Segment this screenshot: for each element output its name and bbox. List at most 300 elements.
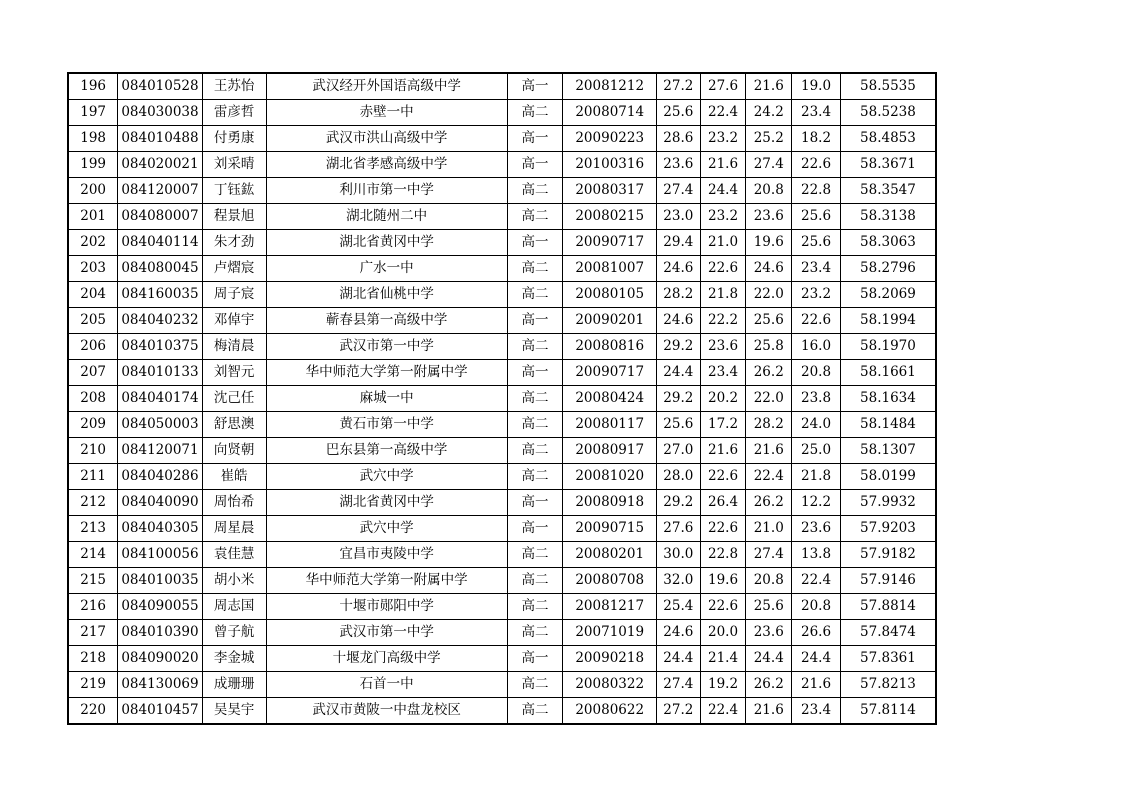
grade-cell: 高二 [507,386,563,412]
score-4-cell: 26.6 [792,620,841,646]
score-4-cell: 23.4 [792,100,841,126]
grade-cell: 高一 [507,646,563,672]
name-cell: 曾子航 [202,620,266,646]
grade-cell: 高二 [507,204,563,230]
table-row [68,256,936,282]
exam-id-cell: 084030038 [118,100,202,126]
score-4-cell: 16.0 [792,334,841,360]
score-4-cell: 18.2 [792,126,841,152]
birthdate-cell: 20100316 [563,152,657,178]
score-4-cell: 22.8 [792,178,841,204]
exam-id-cell: 084040174 [118,386,202,412]
score-1-cell: 28.0 [656,464,700,490]
name-cell: 邓倬宇 [202,308,266,334]
score-3-cell: 20.8 [746,178,792,204]
birthdate-cell: 20090201 [563,308,657,334]
table-row [68,594,936,620]
grade-cell: 高一 [507,126,563,152]
school-cell: 武汉市洪山高级中学 [266,126,507,152]
score-4-cell: 22.6 [792,152,841,178]
name-cell: 刘采晴 [202,152,266,178]
rank-cell: 218 [68,646,118,672]
school-cell: 武穴中学 [266,516,507,542]
table-row [68,672,936,698]
grade-cell: 高二 [507,698,563,725]
score-1-cell: 27.6 [656,516,700,542]
exam-id-cell: 084050003 [118,412,202,438]
score-4-cell: 25.6 [792,230,841,256]
school-cell: 湖北省仙桃中学 [266,282,507,308]
name-cell: 崔皓 [202,464,266,490]
birthdate-cell: 20071019 [563,620,657,646]
score-3-cell: 26.2 [746,360,792,386]
score-1-cell: 24.4 [656,646,700,672]
table-row [68,152,936,178]
school-cell: 湖北省孝感高级中学 [266,152,507,178]
name-cell: 周志国 [202,594,266,620]
birthdate-cell: 20081217 [563,594,657,620]
score-2-cell: 21.6 [700,438,746,464]
score-1-cell: 30.0 [656,542,700,568]
rank-cell: 206 [68,334,118,360]
table-row [68,360,936,386]
score-2-cell: 22.4 [700,698,746,725]
birthdate-cell: 20080317 [563,178,657,204]
total-score-cell: 58.3671 [840,152,936,178]
grade-cell: 高一 [507,308,563,334]
school-cell: 麻城一中 [266,386,507,412]
total-score-cell: 58.0199 [840,464,936,490]
total-score-cell: 57.8213 [840,672,936,698]
score-3-cell: 19.6 [746,230,792,256]
rank-cell: 204 [68,282,118,308]
score-1-cell: 27.4 [656,672,700,698]
grade-cell: 高二 [507,464,563,490]
total-score-cell: 58.1994 [840,308,936,334]
score-4-cell: 12.2 [792,490,841,516]
score-3-cell: 22.0 [746,386,792,412]
school-cell: 武汉市黄陂一中盘龙校区 [266,698,507,725]
exam-id-cell: 084100056 [118,542,202,568]
exam-id-cell: 084080007 [118,204,202,230]
score-2-cell: 19.6 [700,568,746,594]
name-cell: 成珊珊 [202,672,266,698]
birthdate-cell: 20080917 [563,438,657,464]
exam-id-cell: 084160035 [118,282,202,308]
rank-cell: 210 [68,438,118,464]
rank-cell: 207 [68,360,118,386]
school-cell: 黄石市第一中学 [266,412,507,438]
score-3-cell: 22.0 [746,282,792,308]
name-cell: 沈己任 [202,386,266,412]
school-cell: 赤壁一中 [266,100,507,126]
table-row [68,282,936,308]
rank-cell: 220 [68,698,118,725]
table-row [68,646,936,672]
score-2-cell: 22.4 [700,100,746,126]
score-3-cell: 25.8 [746,334,792,360]
birthdate-cell: 20090717 [563,360,657,386]
name-cell: 周星晨 [202,516,266,542]
grade-cell: 高二 [507,412,563,438]
rank-cell: 197 [68,100,118,126]
score-3-cell: 25.6 [746,308,792,334]
exam-id-cell: 084010133 [118,360,202,386]
school-cell: 武汉市第一中学 [266,334,507,360]
school-cell: 石首一中 [266,672,507,698]
birthdate-cell: 20080622 [563,698,657,725]
score-4-cell: 19.0 [792,73,841,100]
name-cell: 周怡希 [202,490,266,516]
score-4-cell: 13.8 [792,542,841,568]
score-1-cell: 28.6 [656,126,700,152]
table-row [68,412,936,438]
name-cell: 吴昊宇 [202,698,266,725]
rank-cell: 201 [68,204,118,230]
score-2-cell: 27.6 [700,73,746,100]
score-4-cell: 24.0 [792,412,841,438]
total-score-cell: 57.8114 [840,698,936,725]
score-1-cell: 24.6 [656,620,700,646]
birthdate-cell: 20090715 [563,516,657,542]
score-4-cell: 20.8 [792,594,841,620]
results-table [67,72,937,725]
score-3-cell: 24.2 [746,100,792,126]
rank-cell: 202 [68,230,118,256]
name-cell: 付勇康 [202,126,266,152]
grade-cell: 高二 [507,620,563,646]
birthdate-cell: 20080918 [563,490,657,516]
score-2-cell: 23.6 [700,334,746,360]
total-score-cell: 57.9203 [840,516,936,542]
score-1-cell: 27.0 [656,438,700,464]
score-1-cell: 23.6 [656,152,700,178]
school-cell: 十堰市郧阳中学 [266,594,507,620]
rank-cell: 217 [68,620,118,646]
birthdate-cell: 20081007 [563,256,657,282]
score-4-cell: 23.6 [792,516,841,542]
score-1-cell: 25.6 [656,412,700,438]
table-row [68,386,936,412]
table-row [68,516,936,542]
score-2-cell: 21.6 [700,152,746,178]
rank-cell: 198 [68,126,118,152]
school-cell: 利川市第一中学 [266,178,507,204]
total-score-cell: 58.1970 [840,334,936,360]
name-cell: 李金城 [202,646,266,672]
score-4-cell: 25.6 [792,204,841,230]
exam-id-cell: 084040114 [118,230,202,256]
table-row [68,178,936,204]
school-cell: 湖北省黄冈中学 [266,490,507,516]
score-3-cell: 25.6 [746,594,792,620]
table-row [68,308,936,334]
rank-cell: 216 [68,594,118,620]
rank-cell: 214 [68,542,118,568]
name-cell: 丁钰鈜 [202,178,266,204]
name-cell: 卢熠宸 [202,256,266,282]
school-cell: 宜昌市夷陵中学 [266,542,507,568]
total-score-cell: 58.1484 [840,412,936,438]
score-1-cell: 25.4 [656,594,700,620]
birthdate-cell: 20090717 [563,230,657,256]
exam-id-cell: 084040232 [118,308,202,334]
exam-id-cell: 084090055 [118,594,202,620]
score-2-cell: 26.4 [700,490,746,516]
score-2-cell: 22.6 [700,594,746,620]
grade-cell: 高二 [507,178,563,204]
total-score-cell: 57.8814 [840,594,936,620]
score-4-cell: 24.4 [792,646,841,672]
score-2-cell: 20.0 [700,620,746,646]
score-3-cell: 26.2 [746,672,792,698]
total-score-cell: 58.5238 [840,100,936,126]
rank-cell: 212 [68,490,118,516]
birthdate-cell: 20080714 [563,100,657,126]
rank-cell: 211 [68,464,118,490]
score-1-cell: 27.4 [656,178,700,204]
score-3-cell: 25.2 [746,126,792,152]
grade-cell: 高一 [507,152,563,178]
score-2-cell: 22.6 [700,256,746,282]
school-cell: 华中师范大学第一附属中学 [266,360,507,386]
table-row [68,490,936,516]
school-cell: 华中师范大学第一附属中学 [266,568,507,594]
table-row [68,698,936,725]
name-cell: 程景旭 [202,204,266,230]
exam-id-cell: 084020021 [118,152,202,178]
score-2-cell: 21.8 [700,282,746,308]
score-1-cell: 28.2 [656,282,700,308]
table-row [68,620,936,646]
exam-id-cell: 084010488 [118,126,202,152]
birthdate-cell: 20080816 [563,334,657,360]
school-cell: 武汉经开外国语高级中学 [266,73,507,100]
exam-id-cell: 084040305 [118,516,202,542]
score-1-cell: 23.0 [656,204,700,230]
table-row [68,126,936,152]
score-2-cell: 20.2 [700,386,746,412]
score-2-cell: 19.2 [700,672,746,698]
score-4-cell: 21.6 [792,672,841,698]
score-4-cell: 23.8 [792,386,841,412]
name-cell: 刘智元 [202,360,266,386]
score-2-cell: 22.6 [700,464,746,490]
school-cell: 巴东县第一高级中学 [266,438,507,464]
score-4-cell: 23.2 [792,282,841,308]
score-4-cell: 21.8 [792,464,841,490]
school-cell: 武汉市第一中学 [266,620,507,646]
birthdate-cell: 20080105 [563,282,657,308]
rank-cell: 209 [68,412,118,438]
total-score-cell: 58.3138 [840,204,936,230]
grade-cell: 高一 [507,490,563,516]
total-score-cell: 57.9182 [840,542,936,568]
score-3-cell: 22.4 [746,464,792,490]
grade-cell: 高二 [507,282,563,308]
score-1-cell: 27.2 [656,698,700,725]
score-3-cell: 21.6 [746,698,792,725]
grade-cell: 高二 [507,334,563,360]
rank-cell: 213 [68,516,118,542]
score-2-cell: 23.2 [700,126,746,152]
score-2-cell: 22.8 [700,542,746,568]
table-row [68,542,936,568]
score-1-cell: 25.6 [656,100,700,126]
score-1-cell: 27.2 [656,73,700,100]
score-1-cell: 29.2 [656,386,700,412]
exam-id-cell: 084010375 [118,334,202,360]
score-2-cell: 22.6 [700,516,746,542]
score-1-cell: 29.2 [656,490,700,516]
name-cell: 向贤朝 [202,438,266,464]
score-1-cell: 32.0 [656,568,700,594]
total-score-cell: 58.1661 [840,360,936,386]
grade-cell: 高二 [507,672,563,698]
table-row [68,464,936,490]
score-3-cell: 24.4 [746,646,792,672]
exam-id-cell: 084120007 [118,178,202,204]
rank-cell: 208 [68,386,118,412]
total-score-cell: 57.9932 [840,490,936,516]
table-row [68,204,936,230]
birthdate-cell: 20080117 [563,412,657,438]
table-row [68,73,936,100]
grade-cell: 高二 [507,256,563,282]
score-1-cell: 24.6 [656,256,700,282]
total-score-cell: 58.4853 [840,126,936,152]
score-2-cell: 24.4 [700,178,746,204]
birthdate-cell: 20080215 [563,204,657,230]
rank-cell: 200 [68,178,118,204]
exam-id-cell: 084010035 [118,568,202,594]
score-2-cell: 21.4 [700,646,746,672]
exam-id-cell: 084120071 [118,438,202,464]
grade-cell: 高一 [507,73,563,100]
school-cell: 武穴中学 [266,464,507,490]
total-score-cell: 57.8361 [840,646,936,672]
exam-id-cell: 084040286 [118,464,202,490]
score-4-cell: 22.4 [792,568,841,594]
score-2-cell: 22.2 [700,308,746,334]
exam-id-cell: 084090020 [118,646,202,672]
birthdate-cell: 20080201 [563,542,657,568]
score-2-cell: 23.4 [700,360,746,386]
score-1-cell: 29.4 [656,230,700,256]
name-cell: 梅清晨 [202,334,266,360]
grade-cell: 高二 [507,542,563,568]
table-row [68,438,936,464]
school-cell: 十堰龙门高级中学 [266,646,507,672]
rank-cell: 203 [68,256,118,282]
name-cell: 朱才劲 [202,230,266,256]
grade-cell: 高一 [507,360,563,386]
birthdate-cell: 20081020 [563,464,657,490]
name-cell: 舒思澳 [202,412,266,438]
score-4-cell: 23.4 [792,256,841,282]
exam-id-cell: 084130069 [118,672,202,698]
grade-cell: 高一 [507,230,563,256]
score-4-cell: 25.0 [792,438,841,464]
school-cell: 湖北省黄冈中学 [266,230,507,256]
results-table-body [68,73,936,724]
score-3-cell: 21.6 [746,438,792,464]
score-2-cell: 21.0 [700,230,746,256]
rank-cell: 196 [68,73,118,100]
total-score-cell: 57.8474 [840,620,936,646]
score-1-cell: 24.6 [656,308,700,334]
total-score-cell: 57.9146 [840,568,936,594]
score-3-cell: 20.8 [746,568,792,594]
grade-cell: 高一 [507,516,563,542]
table-row [68,568,936,594]
birthdate-cell: 20080322 [563,672,657,698]
score-4-cell: 20.8 [792,360,841,386]
total-score-cell: 58.2069 [840,282,936,308]
score-1-cell: 24.4 [656,360,700,386]
score-3-cell: 27.4 [746,152,792,178]
birthdate-cell: 20080708 [563,568,657,594]
score-2-cell: 23.2 [700,204,746,230]
score-4-cell: 22.6 [792,308,841,334]
rank-cell: 205 [68,308,118,334]
grade-cell: 高二 [507,100,563,126]
rank-cell: 215 [68,568,118,594]
total-score-cell: 58.5535 [840,73,936,100]
exam-id-cell: 084080045 [118,256,202,282]
score-3-cell: 23.6 [746,204,792,230]
birthdate-cell: 20081212 [563,73,657,100]
total-score-cell: 58.3063 [840,230,936,256]
name-cell: 王苏怡 [202,73,266,100]
name-cell: 袁佳慧 [202,542,266,568]
exam-id-cell: 084010457 [118,698,202,725]
score-1-cell: 29.2 [656,334,700,360]
school-cell: 蕲春县第一高级中学 [266,308,507,334]
score-4-cell: 23.4 [792,698,841,725]
name-cell: 周子宸 [202,282,266,308]
score-3-cell: 23.6 [746,620,792,646]
score-3-cell: 24.6 [746,256,792,282]
grade-cell: 高二 [507,568,563,594]
exam-id-cell: 084040090 [118,490,202,516]
rank-cell: 219 [68,672,118,698]
score-3-cell: 21.6 [746,73,792,100]
exam-id-cell: 084010528 [118,73,202,100]
score-3-cell: 26.2 [746,490,792,516]
score-2-cell: 17.2 [700,412,746,438]
school-cell: 广水一中 [266,256,507,282]
table-row [68,334,936,360]
table-row [68,100,936,126]
name-cell: 胡小米 [202,568,266,594]
exam-id-cell: 084010390 [118,620,202,646]
rank-cell: 199 [68,152,118,178]
grade-cell: 高二 [507,438,563,464]
birthdate-cell: 20090223 [563,126,657,152]
total-score-cell: 58.3547 [840,178,936,204]
grade-cell: 高二 [507,594,563,620]
total-score-cell: 58.1307 [840,438,936,464]
score-3-cell: 28.2 [746,412,792,438]
table-row [68,230,936,256]
score-3-cell: 27.4 [746,542,792,568]
score-3-cell: 21.0 [746,516,792,542]
name-cell: 雷彦哲 [202,100,266,126]
birthdate-cell: 20080424 [563,386,657,412]
school-cell: 湖北随州二中 [266,204,507,230]
total-score-cell: 58.1634 [840,386,936,412]
